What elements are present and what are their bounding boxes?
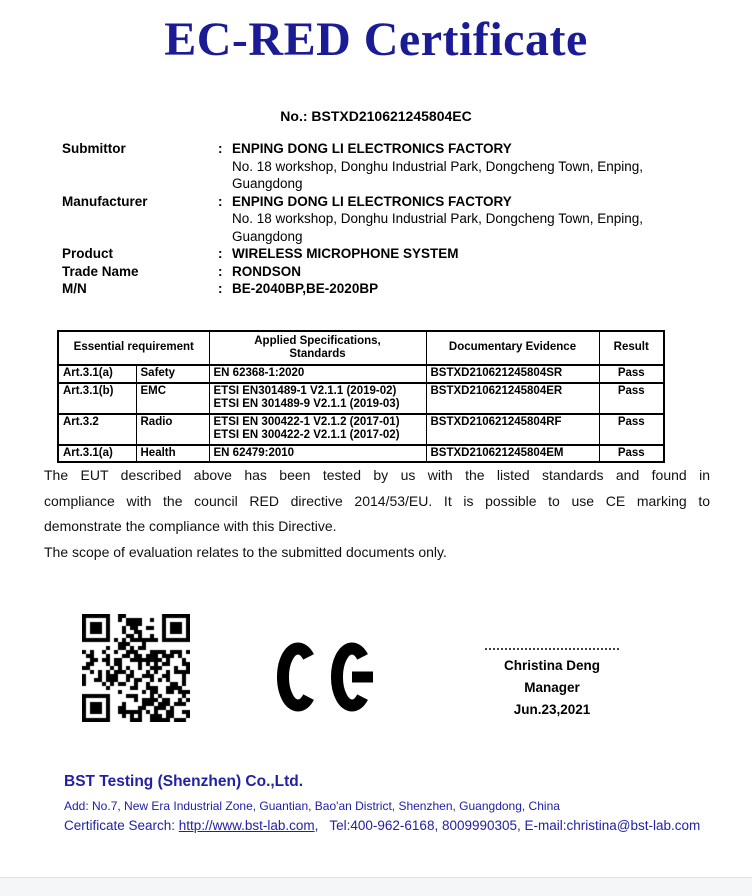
standard-line2: ETSI EN 301489-9 V2.1.1 (2019-03) bbox=[213, 398, 400, 410]
cell-evidence: BSTXD210621245804RF bbox=[426, 414, 599, 445]
cell-result: Pass bbox=[599, 414, 664, 445]
statement-line: demonstrate the compliance with this Directive. bbox=[44, 518, 337, 534]
info-row-model-number bbox=[62, 280, 722, 298]
product-label: Product bbox=[62, 246, 114, 261]
cell-article: Art.3.1(a) bbox=[58, 365, 136, 383]
signature-dotted-line bbox=[485, 648, 619, 650]
submittor-address-line1: No. 18 workshop, Donghu Industrial Park, Dongcheng Town, Enping, bbox=[232, 158, 643, 174]
viewer-bottom-bar bbox=[0, 877, 752, 896]
compliance-statement bbox=[44, 463, 710, 565]
cell-standards: EN 62479:2010 bbox=[209, 445, 426, 463]
manufacturer-name: ENPING DONG LI ELECTRONICS FACTORY bbox=[232, 193, 512, 209]
certificate-search-line bbox=[64, 818, 700, 833]
submittor-address-line2: Guangdong bbox=[232, 176, 303, 191]
cell-article: Art.3.1(b) bbox=[58, 383, 136, 414]
cell-category: EMC bbox=[136, 383, 209, 414]
table-row bbox=[58, 383, 664, 414]
manufacturer-label: Manufacturer bbox=[62, 193, 148, 209]
contact-details: , Tel:400-962-6168, 8009990305, E-mail:christina@bst-lab.com bbox=[314, 818, 701, 833]
statement-line: compliance with the council RED directive 2014/53/EU. It is possible to use CE marking to bbox=[44, 492, 710, 509]
cell-evidence: BSTXD210621245804SR bbox=[426, 365, 599, 383]
cell-standards bbox=[209, 414, 426, 445]
colon: : bbox=[218, 263, 223, 279]
standard-line1: ETSI EN301489-1 V2.1.1 (2019-02) bbox=[213, 384, 397, 397]
signatory-name: Christina Deng bbox=[503, 658, 600, 673]
submittor-label: Submittor bbox=[62, 141, 126, 156]
manufacturer-value bbox=[232, 193, 722, 246]
header-specs-line2: Standards bbox=[289, 348, 346, 360]
info-row-submittor bbox=[62, 140, 722, 193]
model-number-label: M/N bbox=[62, 281, 87, 296]
model-number-value: BE-2040BP,BE-2020BP bbox=[232, 281, 379, 296]
table-header-row bbox=[58, 331, 664, 365]
ce-marking-icon bbox=[277, 642, 373, 712]
header-documentary-evidence: Documentary Evidence bbox=[426, 331, 599, 365]
certificate-number: No.: BSTXD210621245804EC bbox=[280, 108, 472, 124]
cell-article: Art.3.2 bbox=[58, 414, 136, 445]
trade-name-label: Trade Name bbox=[62, 263, 139, 279]
header-result: Result bbox=[599, 331, 664, 365]
cell-article: Art.3.1(a) bbox=[58, 445, 136, 463]
cell-category: Radio bbox=[136, 414, 209, 445]
colon: : bbox=[218, 193, 223, 209]
cell-evidence: BSTXD210621245804EM bbox=[426, 445, 599, 463]
signatory-title: Manager bbox=[524, 680, 580, 695]
table-row bbox=[58, 365, 664, 383]
requirements-table bbox=[57, 330, 665, 463]
header-specs-line1: Applied Specifications, bbox=[254, 334, 381, 347]
standard-line2: ETSI EN 300422-2 V2.1.1 (2017-02) bbox=[213, 429, 400, 441]
manufacturer-address-line2: Guangdong bbox=[232, 228, 303, 244]
submittor-name: ENPING DONG LI ELECTRONICS FACTORY bbox=[232, 141, 512, 156]
info-row-manufacturer bbox=[62, 193, 722, 246]
info-row-trade-name bbox=[62, 263, 722, 281]
header-essential-requirement: Essential requirement bbox=[58, 331, 209, 365]
statement-line: The scope of evaluation relates to the submitted documents only. bbox=[44, 543, 447, 560]
standard-line1: ETSI EN 300422-1 V2.1.2 (2017-01) bbox=[213, 415, 400, 428]
cell-result: Pass bbox=[599, 445, 664, 463]
page-title: EC-RED Certificate bbox=[164, 13, 588, 66]
colon: : bbox=[218, 281, 223, 296]
table-row bbox=[58, 445, 664, 463]
statement-line: The EUT described above has been tested by us with the listed standards and found in bbox=[44, 467, 710, 483]
cell-standards bbox=[209, 383, 426, 414]
certificate-search-link[interactable]: http://www.bst-lab.com bbox=[178, 818, 315, 833]
qr-code bbox=[82, 614, 190, 722]
manufacturer-address-line1: No. 18 workshop, Donghu Industrial Park, Dongcheng Town, Enping, bbox=[232, 211, 643, 226]
info-row-product bbox=[62, 245, 722, 263]
cell-evidence: BSTXD210621245804ER bbox=[426, 383, 599, 414]
colon: : bbox=[218, 141, 223, 156]
cell-result: Pass bbox=[599, 365, 664, 383]
table-row bbox=[58, 414, 664, 445]
info-section bbox=[62, 140, 722, 298]
trade-name-value: RONDSON bbox=[232, 263, 302, 279]
signature-date: Jun.23,2021 bbox=[513, 702, 591, 717]
signature-block bbox=[472, 648, 632, 721]
cell-result: Pass bbox=[599, 383, 664, 414]
cell-category: Health bbox=[136, 445, 209, 463]
cell-standards: EN 62368-1:2020 bbox=[209, 365, 426, 383]
cell-category: Safety bbox=[136, 365, 209, 383]
lab-company-name: BST Testing (Shenzhen) Co.,Ltd. bbox=[64, 773, 304, 790]
certificate-search-label: Certificate Search: bbox=[64, 818, 179, 833]
lab-address: Add: No.7, New Era Industrial Zone, Guantian, Bao'an District, Shenzhen, Guangdong, China bbox=[64, 799, 560, 813]
header-applied-specifications bbox=[209, 331, 426, 365]
product-value: WIRELESS MICROPHONE SYSTEM bbox=[232, 246, 459, 261]
colon: : bbox=[218, 246, 223, 261]
submittor-value bbox=[232, 140, 722, 193]
